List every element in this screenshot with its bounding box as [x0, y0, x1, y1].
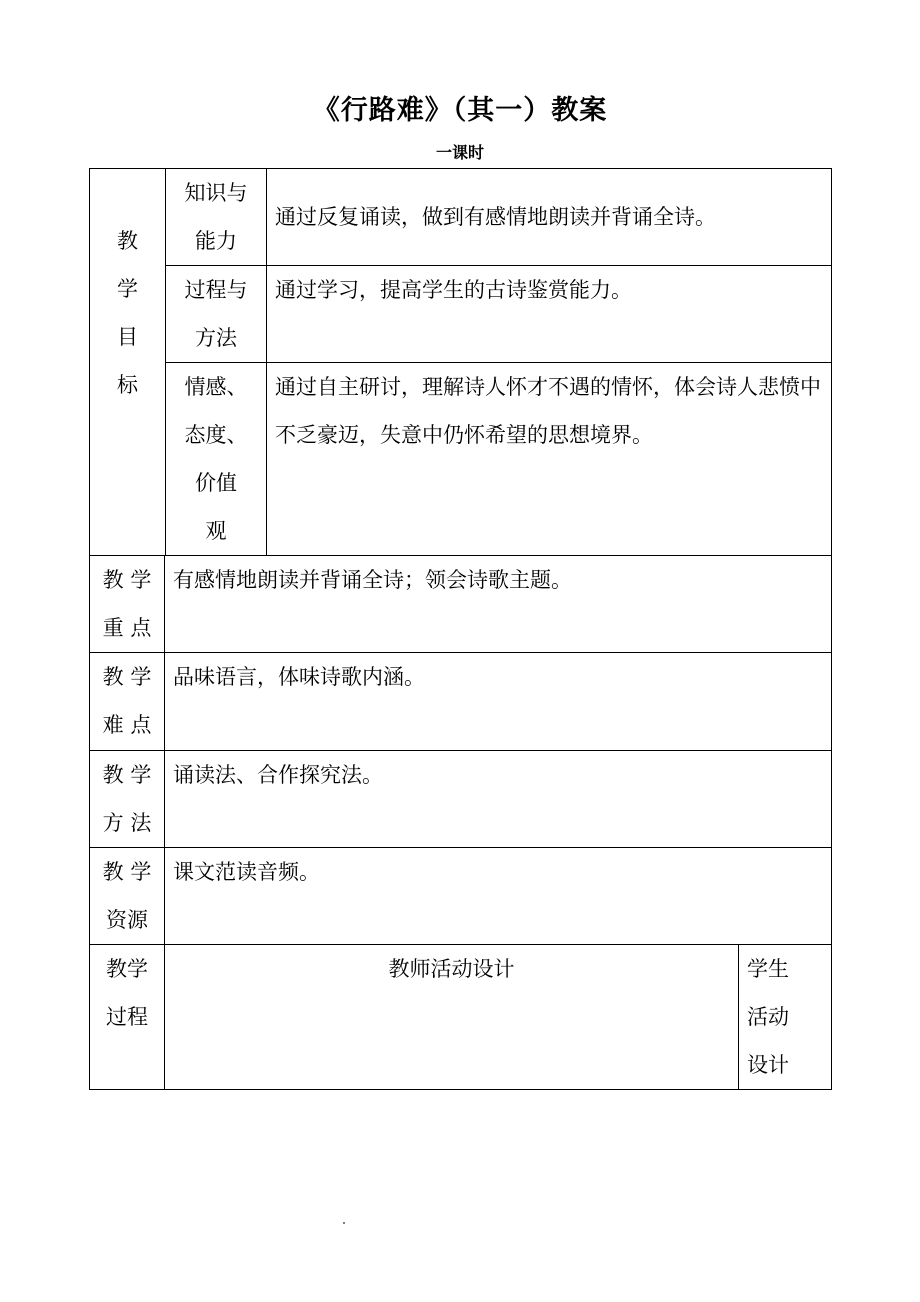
section-text-methods: 诵读法、合作探究法。 [173, 763, 383, 787]
section-label-line: 教 学 [102, 665, 152, 689]
objectives-label-char: 目 [117, 325, 138, 349]
section-label-difficulties [90, 653, 164, 749]
section-label-line: 方 法 [102, 811, 152, 835]
label-column-divider [164, 555, 165, 1090]
category-line: 能力 [195, 229, 237, 253]
section-label-methods [90, 751, 164, 847]
objectives-label-char: 教 [117, 229, 138, 253]
document-title: 《行路难》（其一）教案 [312, 95, 608, 126]
objective-category-attitude [166, 363, 266, 555]
category-line: 知识与 [184, 181, 248, 205]
section-text-resources: 课文范读音频。 [173, 860, 320, 884]
objectives-label-char: 学 [117, 277, 138, 301]
category-line: 过程与 [184, 278, 248, 302]
category-line: 情感、 [184, 375, 248, 399]
section-label-line: 过程 [106, 1005, 148, 1029]
section-label-line: 资源 [106, 908, 148, 932]
student-activity-header [739, 945, 831, 1089]
category-line: 态度、 [184, 423, 248, 447]
objectives-label-char: 标 [117, 373, 138, 397]
objective-text-process: 通过学习，提高学生的古诗鉴赏能力。 [275, 278, 632, 302]
objective-category-process [166, 266, 266, 362]
document-subtitle: 一课时 [435, 143, 484, 162]
student-header-line: 学生 [747, 957, 789, 981]
student-header-line: 设计 [747, 1053, 789, 1077]
objective-text-knowledge: 通过反复诵读，做到有感情地朗读并背诵全诗。 [275, 205, 716, 229]
page-mark [343, 1222, 345, 1224]
section-label-resources [90, 848, 164, 944]
section-label-line: 难 点 [102, 713, 152, 737]
section-text-key-points: 有感情地朗读并背诵全诗；领会诗歌主题。 [173, 568, 572, 592]
teacher-activity-header: 教师活动设计 [388, 957, 515, 981]
table-border-bottom [89, 1089, 832, 1090]
section-label-line: 教 学 [102, 568, 152, 592]
objectives-label [90, 217, 165, 409]
table-border-right [831, 168, 832, 1090]
category-line: 价值 [195, 471, 237, 495]
section-label-line: 教 学 [102, 763, 152, 787]
section-label-process [90, 945, 164, 1041]
category-line: 观 [205, 519, 227, 543]
section-label-line: 教 学 [102, 860, 152, 884]
section-label-line: 教学 [106, 957, 148, 981]
section-text-difficulties: 品味语言，体味诗歌内涵。 [173, 665, 425, 689]
category-line: 方法 [195, 326, 237, 350]
objective-category-knowledge [166, 169, 266, 265]
student-header-line: 活动 [747, 1005, 789, 1029]
section-label-line: 重 点 [102, 616, 152, 640]
objective-text-attitude: 通过自主研讨，理解诗人怀才不遇的情怀，体会诗人悲愤中不乏豪迈，失意中仍怀希望的思想境界。 [275, 375, 821, 447]
section-label-key-points [90, 556, 164, 652]
